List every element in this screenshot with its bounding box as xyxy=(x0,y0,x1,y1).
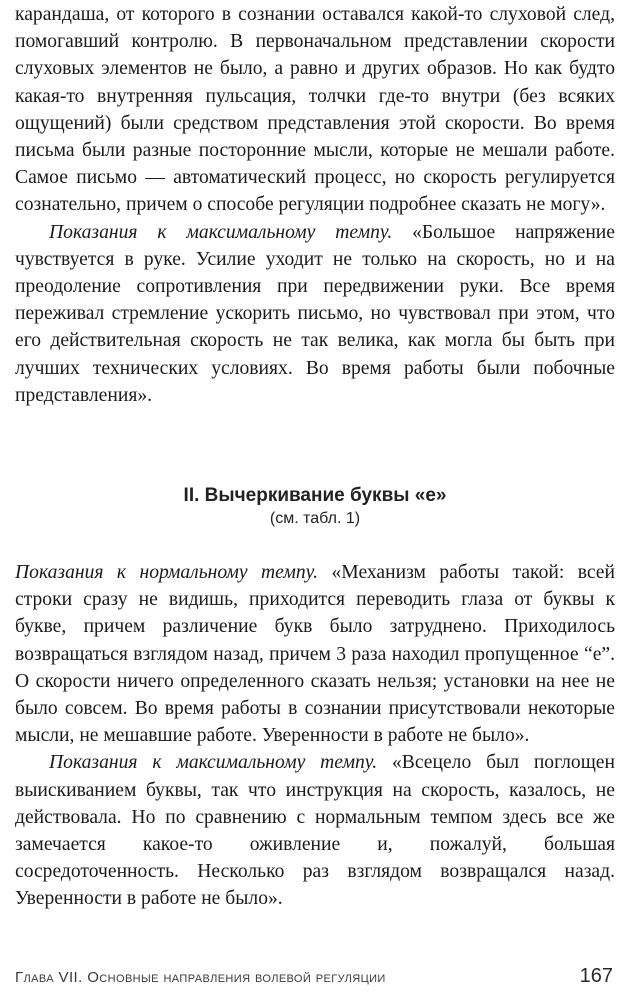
section-title: II. Вычеркивание буквы «е» xyxy=(183,485,447,506)
section-subtitle: (см. табл. 1) xyxy=(269,510,361,527)
book-page xyxy=(15,0,615,996)
paragraph-normal-tempo xyxy=(15,559,615,749)
testimony-text: «Большое напряжение чувствуется в руке. Усилие уходит не только на скорость, но и на преодоление сопротивления при передвижении руки. Все время переживал стремление ускорить письмо, но чувствовал при этом, что его действительная скорость не так велика, как могла бы быть при лучших технических условиях. Во время работы были побочные представления». xyxy=(15,221,615,406)
running-head: Глава VII. Основные направления волевой регуляции xyxy=(15,969,386,986)
page-number: 167 xyxy=(579,965,613,987)
text-block-bottom xyxy=(15,559,615,913)
testimony-text: «Всецело был поглощен выискиванием буквы, так что инструкция на скорость, казалось, не действовала. Но по сравнению с нормальным темпом здесь все же замечается какое-то оживление и, пожалуй, большая сосредоточенность. Несколько раз взглядом возвращался назад. Уверенности в работе не было». xyxy=(15,752,615,910)
lead-in-normal-tempo: Показания к нормальному темпу. xyxy=(15,562,319,583)
paragraph-max-tempo-writing xyxy=(15,219,615,409)
text-block-top xyxy=(15,1,615,409)
lead-in-max-tempo: Показания к максимальному темпу. xyxy=(49,752,378,774)
paragraph-max-tempo-crossing xyxy=(15,749,615,912)
paragraph-continuation: карандаша, от которого в сознании оставался какой-то слуховой след, помогавший контролю. В первоначальном представлении скорости слуховых элементов не было, а равно и других образов. Но как будто какая-то внутренняя пульсация, толчки где-то внутри (без всяких ощущений) были средством представления этой скорости. Во время письма были разные посторонние мысли, которые не мешали работе. Самое письмо — автоматический процесс, но скорость регулируется сознательно, причем о способе регуляции подробнее сказать не могу». xyxy=(15,4,615,216)
testimony-text: «Механизм работы такой: всей строки сразу не видишь, приходится переводить глаза от буквы к букве, причем различение букв было затруднено. Приходилось возвращаться взглядом назад, причем 3 раза находил пропущенное “е”. О скорости ничего определенного сказать нельзя; установки на нее не было совсем. Во время работы в сознании присутствовали некоторые мысли, не мешавшие работе. Уверенности в работе не было». xyxy=(15,562,615,747)
section-heading xyxy=(15,484,615,530)
page-footer xyxy=(15,960,615,990)
lead-in-max-tempo: Показания к максимальному темпу. xyxy=(49,221,393,243)
